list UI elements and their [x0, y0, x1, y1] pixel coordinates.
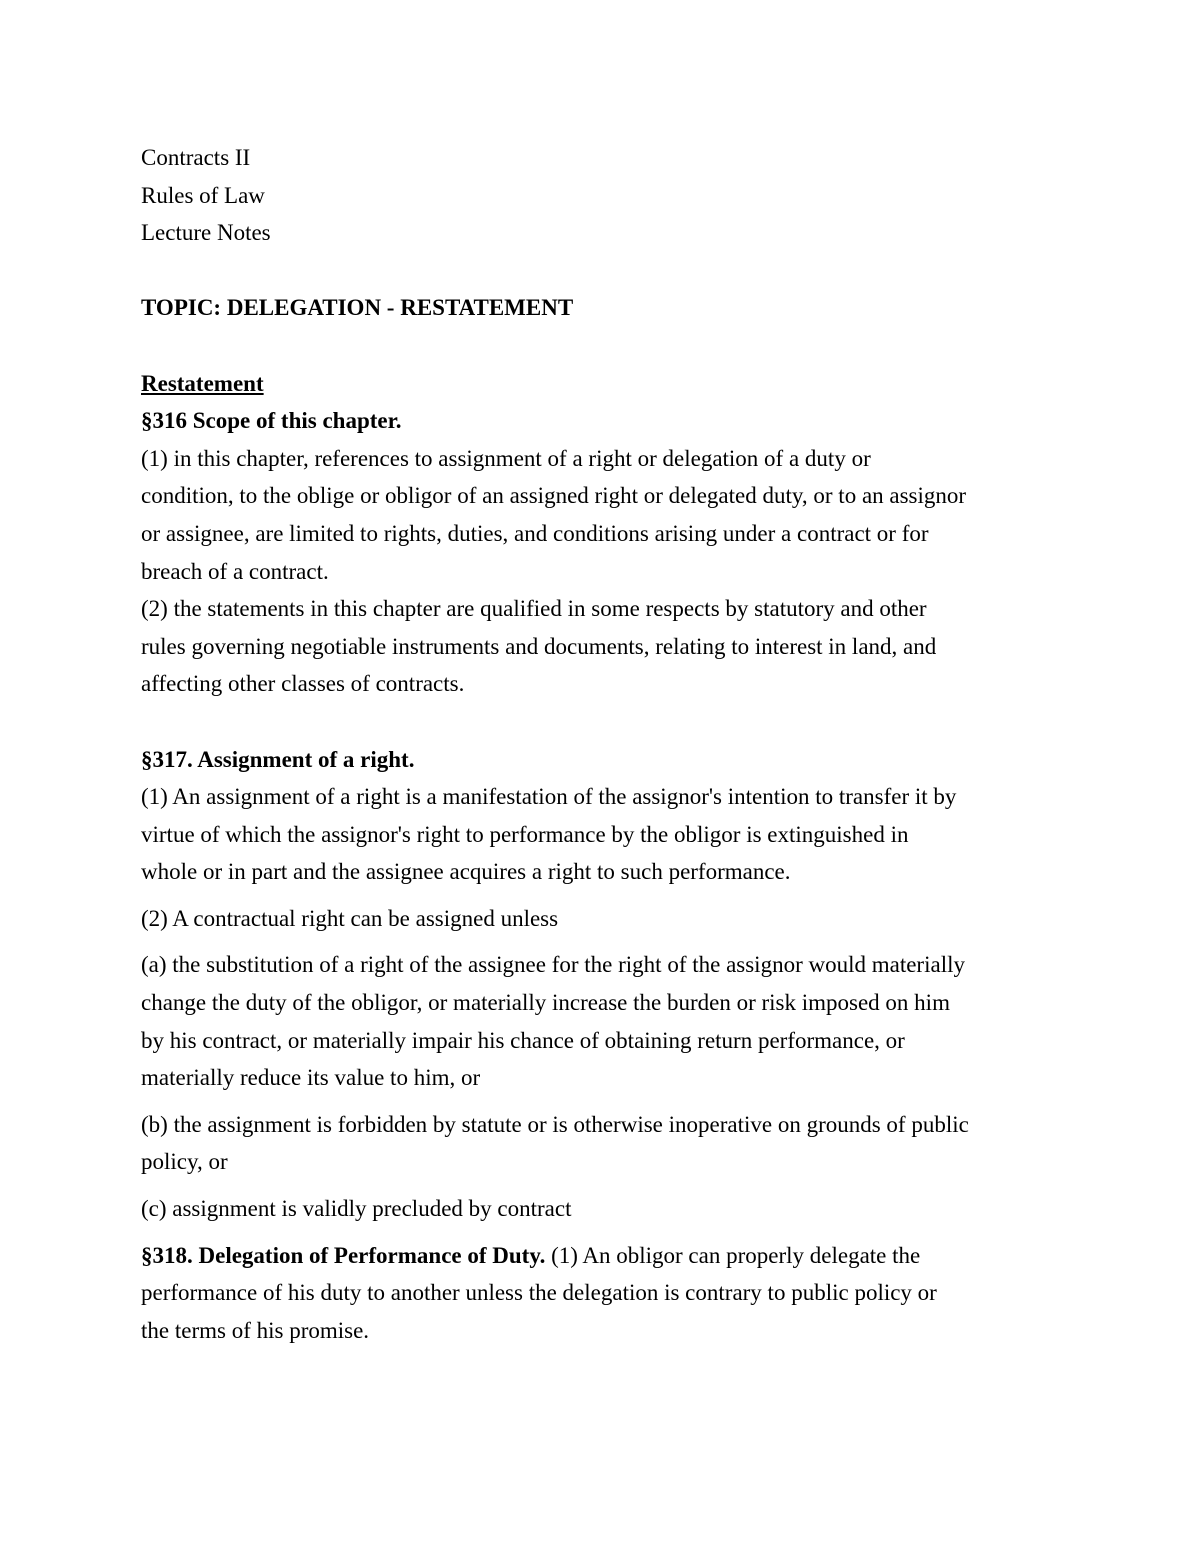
s317-heading: §317. Assignment of a right.: [141, 746, 415, 772]
section-heading: Restatement: [141, 370, 264, 396]
s316-p2-line: rules governing negotiable instruments and documents, relating to interest in land, and: [141, 633, 937, 659]
s316-p1-line: breach of a contract.: [141, 558, 329, 584]
s316-p1-line: condition, to the oblige or obligor of an assigned right or delegated duty, or to an assignor: [141, 483, 967, 509]
s318-first-line: [141, 1237, 1071, 1275]
s317-paragraph-2: (2) A contractual right can be assigned unless: [141, 905, 559, 931]
s317-clause-a: [141, 946, 1071, 1096]
s316-p2-line: affecting other classes of contracts.: [141, 671, 465, 697]
s317-paragraph-1: [141, 778, 1071, 891]
s316-p1-line: (1) in this chapter, references to assignment of a right or delegation of a duty or: [141, 445, 871, 471]
s318-heading: §318. Delegation of Performance of Duty.: [141, 1242, 546, 1268]
s317-a-line: (a) the substitution of a right of the assignee for the right of the assignor would materially: [141, 952, 965, 978]
s317-b-line: policy, or: [141, 1149, 228, 1175]
spacer: [141, 252, 1071, 290]
course-title: Contracts II: [141, 145, 251, 170]
s317-clause-c: (c) assignment is validly precluded by contract: [141, 1196, 572, 1222]
s317-clause-b: [141, 1106, 1071, 1181]
s317-a-line: change the duty of the obligor, or materially increase the burden or risk imposed on him: [141, 990, 950, 1016]
document-subtitle: Rules of Law: [141, 182, 265, 208]
spacer: [141, 327, 1071, 365]
s316-p1-line: or assignee, are limited to rights, duties, and conditions arising under a contract or for: [141, 520, 929, 546]
s316-heading: §316 Scope of this chapter.: [141, 408, 402, 434]
s318-first-line-text: (1) An obligor can properly delegate the: [545, 1242, 921, 1268]
s318-paragraph: [141, 1237, 1071, 1350]
s318-line: the terms of his promise.: [141, 1317, 370, 1343]
s317-p1-line: whole or in part and the assignee acquires a right to such performance.: [141, 859, 791, 885]
s317-b-line: (b) the assignment is forbidden by statute or is otherwise inoperative on grounds of public: [141, 1111, 969, 1137]
s317-a-line: materially reduce its value to him, or: [141, 1065, 481, 1091]
s317-p1-line: virtue of which the assignor's right to performance by the obligor is extinguished in: [141, 821, 909, 847]
s317-p1-line: (1) An assignment of a right is a manifestation of the assignor's intention to transfer it by: [141, 784, 957, 810]
s317-a-line: by his contract, or materially impair his chance of obtaining return performance, or: [141, 1027, 905, 1053]
topic-heading: TOPIC: DELEGATION - RESTATEMENT: [141, 295, 574, 321]
s316-paragraph-1: [141, 440, 1071, 590]
s316-p2-line: (2) the statements in this chapter are qualified in some respects by statutory and other: [141, 596, 927, 622]
document-page: [141, 139, 1071, 1349]
spacer: [141, 703, 1071, 741]
document-type: Lecture Notes: [141, 220, 271, 246]
s316-paragraph-2: [141, 590, 1071, 703]
s318-line: performance of his duty to another unless the delegation is contrary to public policy or: [141, 1280, 937, 1306]
